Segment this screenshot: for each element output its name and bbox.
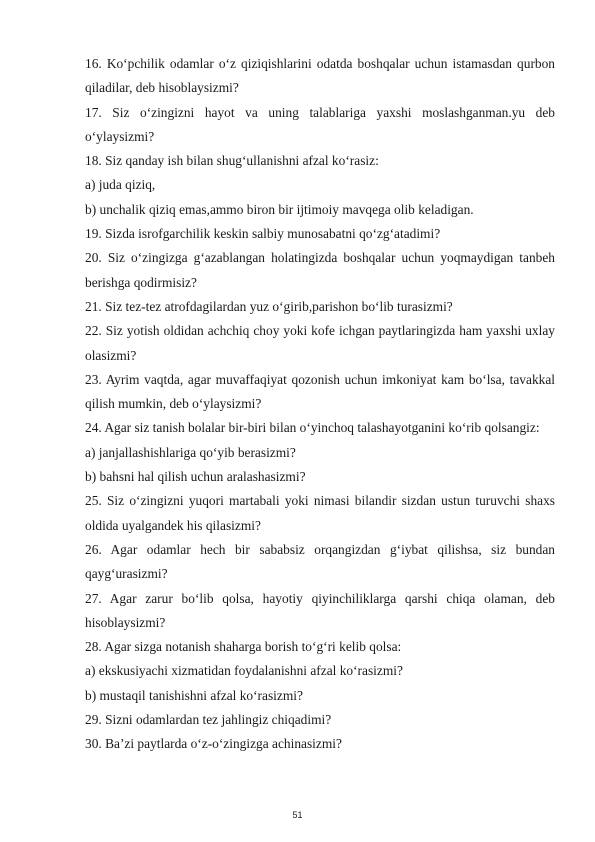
question-18: 18. Siz qanday ish bilan shug‘ullanishni afzal ko‘rasiz: [85, 153, 379, 169]
question-24-option-a: a) janjallashishlariga qo‘yib berasizmi? [85, 444, 296, 460]
question-28-option-b: b) mustaqil tanishishni afzal ko‘rasizmi? [85, 687, 303, 703]
question-16: 16. Ko‘pchilik odamlar o‘z qiziqishlarini odatda boshqalar uchun istamasdan qurbon qiladilar, deb hisoblaysizmi? [85, 56, 555, 96]
question-24: 24. Agar siz tanish bolalar bir-biri bilan o‘yinchoq talashayotganini ko‘rib qolsangiz: [85, 420, 540, 436]
question-18-option-b: b) unchalik qiziq emas,ammo biron bir ijtimoiy mavqega olib keladigan. [85, 201, 474, 217]
question-26: 26. Agar odamlar hech bir sababsiz orqangizdan g‘iybat qilishsa, siz bundan qayg‘urasizmi? [85, 541, 555, 582]
question-28-option-a: a) ekskusiyachi xizmatidan foydalanishni afzal ko‘rasizmi? [85, 663, 403, 679]
question-24-option-b: b) bahsni hal qilish uchun aralashasizmi? [85, 469, 306, 485]
question-30: 30. Ba’zi paytlarda o‘z-o‘zingizga achinasizmi? [85, 736, 342, 752]
question-19: 19. Sizda isrofgarchilik keskin salbiy munosabatni qo‘zg‘atadimi? [85, 226, 441, 242]
question-22: 22. Siz yotish oldidan achchiq choy yoki kofe ichgan paytlaringizda ham yaxshi uxlay olasizmi? [85, 323, 555, 363]
question-23: 23. Ayrim vaqtda, agar muvaffaqiyat qozonish uchun imkoniyat kam bo‘lsa, tavakkal qilish mumkin, deb o‘ylaysizmi? [85, 371, 555, 412]
question-21: 21. Siz tez-tez atrofdagilardan yuz o‘girib,parishon bo‘lib turasizmi? [85, 298, 453, 314]
question-28: 28. Agar sizga notanish shaharga borish to‘g‘ri kelib qolsa: [85, 639, 402, 655]
question-25: 25. Siz o‘zingizni yuqori martabali yoki nimasi bilandir sizdan ustun turuvchi shaxs oldida uyalgandek his qilasizmi? [85, 493, 555, 533]
question-20: 20. Siz o‘zingizga g‘azablangan holatingizda boshqalar uchun yoqmaydigan tanbeh berishga qodirmisiz? [85, 250, 555, 290]
question-17: 17. Siz o‘zingizni hayot va uning talablariga yaxshi moslashganman.yu deb o‘ylaysizmi? [85, 104, 555, 144]
question-27: 27. Agar zarur bo‘lib qolsa, hayotiy qiyinchiliklarga qarshi chiqa olaman, deb hisoblaysizmi? [85, 590, 555, 630]
document-body [85, 52, 555, 757]
question-18-option-a: a) juda qiziq, [85, 177, 156, 193]
page-number: 51 [292, 810, 303, 820]
question-29: 29. Sizni odamlardan tez jahlingiz chiqadimi? [85, 712, 332, 728]
